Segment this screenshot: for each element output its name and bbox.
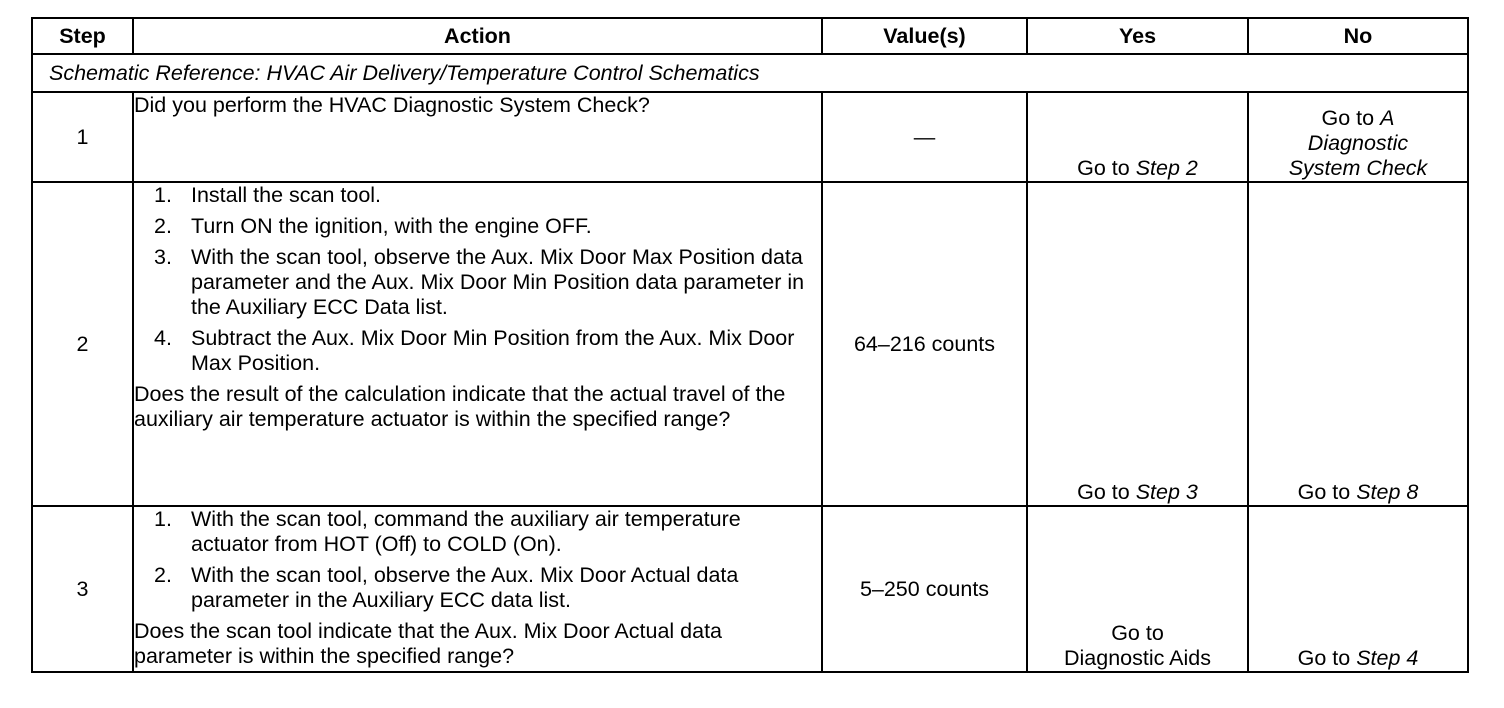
- yes-cell: [1027, 92, 1248, 182]
- yes-cell: [1027, 182, 1248, 506]
- list-item-text: With the scan tool, observe the Aux. Mix Door Actual data parameter in the Auxiliary ECC data list.: [191, 563, 739, 612]
- no-prefix: Go to: [1297, 480, 1351, 504]
- list-item-number: 4.: [154, 326, 172, 350]
- header-no: No: [1248, 18, 1468, 54]
- yes-target: Step 2: [1135, 156, 1198, 180]
- step-list: [134, 183, 821, 376]
- list-item-text: Turn ON the ignition, with the engine OFF.: [191, 214, 592, 238]
- header-action: Action: [133, 18, 822, 54]
- no-target-line2: Diagnostic: [1307, 131, 1409, 155]
- list-item-number: 2.: [154, 214, 172, 238]
- yes-target: Step 3: [1135, 480, 1198, 504]
- action-cell: [133, 92, 822, 182]
- table-row: [32, 506, 1468, 672]
- no-target: Step 8: [1356, 480, 1419, 504]
- step-number: 1: [32, 92, 133, 182]
- value-cell: —: [822, 92, 1027, 182]
- value-cell: 5–250 counts: [822, 506, 1027, 672]
- list-item-text: Subtract the Aux. Mix Door Min Position from the Aux. Mix Door Max Position.: [191, 326, 795, 375]
- list-item-text: With the scan tool, command the auxiliary air temperature actuator from HOT (Off) to COLD (On).: [191, 507, 741, 556]
- no-cell: [1248, 182, 1468, 506]
- step-number: 3: [32, 506, 133, 672]
- header-yes: Yes: [1027, 18, 1248, 54]
- list-item-number: 3.: [154, 245, 172, 269]
- action-cell: [133, 182, 822, 506]
- list-item: [134, 214, 821, 239]
- step-number: 2: [32, 182, 133, 506]
- no-target-line3: System Check: [1288, 156, 1428, 180]
- list-item: [134, 326, 821, 376]
- table-row: [32, 182, 1468, 506]
- value-cell: 64–216 counts: [822, 182, 1027, 506]
- no-target: Step 4: [1356, 646, 1419, 670]
- step-question: Does the scan tool indicate that the Aux. Mix Door Actual data parameter is within the specified range?: [134, 619, 723, 668]
- diagnostic-table: [31, 17, 1469, 673]
- yes-cell: [1027, 506, 1248, 672]
- list-item: [134, 563, 821, 613]
- step-list: [134, 507, 821, 613]
- schematic-reference-row: [32, 54, 1468, 92]
- yes-line2: Diagnostic Aids: [1064, 646, 1211, 670]
- list-item: [134, 507, 821, 557]
- no-cell: [1248, 92, 1468, 182]
- header-values: Value(s): [822, 18, 1027, 54]
- no-prefix: Go to: [1321, 106, 1375, 130]
- list-item-number: 1.: [154, 183, 172, 207]
- step-question: Did you perform the HVAC Diagnostic System Check?: [134, 93, 650, 117]
- list-item-number: 1.: [154, 507, 172, 531]
- list-item-text: Install the scan tool.: [191, 183, 382, 207]
- list-item-number: 2.: [154, 563, 172, 587]
- list-item: [134, 245, 821, 320]
- header-step: Step: [32, 18, 133, 54]
- action-cell: [133, 506, 822, 672]
- table-row: [32, 92, 1468, 182]
- no-prefix: Go to: [1297, 646, 1351, 670]
- schematic-reference: Schematic Reference: HVAC Air Delivery/Temperature Control Schematics: [32, 54, 1468, 92]
- list-item: [134, 183, 821, 208]
- list-item-text: With the scan tool, observe the Aux. Mix Door Max Position data parameter and the Aux. Mix Door Min Position data parameter in the Auxiliary ECC Data list.: [191, 245, 805, 319]
- yes-prefix: Go to: [1077, 480, 1130, 504]
- step-question: Does the result of the calculation indicate that the actual travel of the auxiliary air temperature actuator is within the specified range?: [134, 382, 786, 431]
- no-cell: [1248, 506, 1468, 672]
- yes-prefix: Go to: [1077, 156, 1130, 180]
- header-row: [32, 18, 1468, 54]
- yes-line1: Go to: [1111, 621, 1164, 645]
- no-target-line1: A: [1380, 106, 1395, 130]
